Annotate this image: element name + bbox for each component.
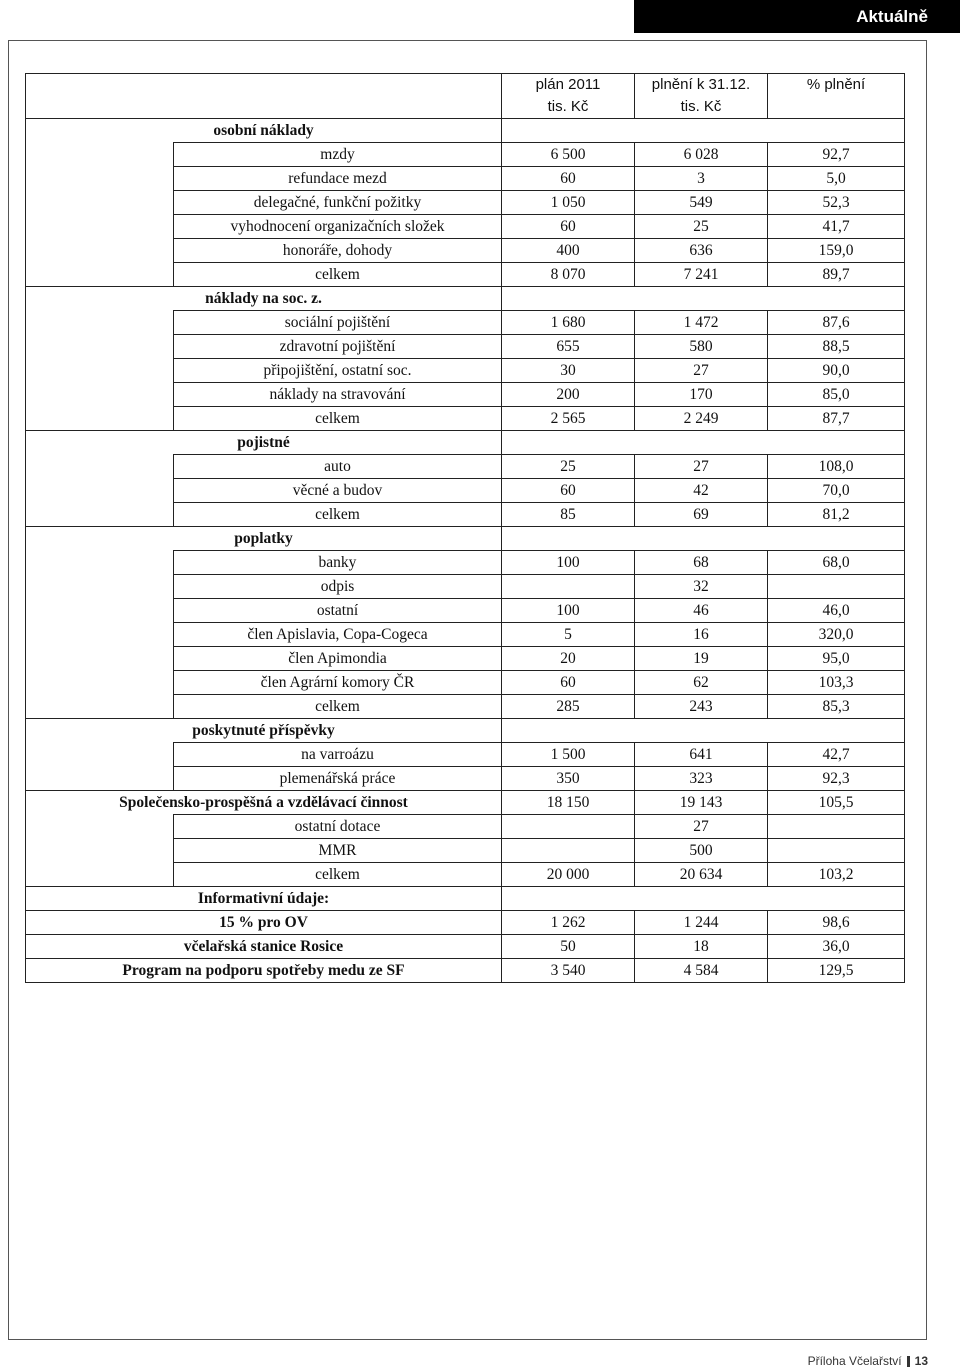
indent-cell	[26, 191, 174, 215]
plan-cell: 50	[502, 935, 635, 959]
header-label-cell	[26, 96, 502, 119]
pct-cell: 42,7	[768, 743, 905, 767]
table-row	[26, 359, 905, 383]
fact-cell	[635, 527, 768, 551]
plan-cell: 1 050	[502, 191, 635, 215]
fact-cell: 27	[635, 455, 768, 479]
plan-cell: 25	[502, 455, 635, 479]
section-label: náklady na soc. z.	[26, 287, 502, 311]
section-row	[26, 887, 905, 911]
section-row	[26, 287, 905, 311]
row-label: sociální pojištění	[174, 311, 502, 335]
table-row	[26, 503, 905, 527]
pct-cell: 68,0	[768, 551, 905, 575]
fact-cell: 500	[635, 839, 768, 863]
plan-cell: 1 680	[502, 311, 635, 335]
fact-cell: 170	[635, 383, 768, 407]
row-label: refundace mezd	[174, 167, 502, 191]
fact-cell: 636	[635, 239, 768, 263]
header-label-cell	[26, 74, 502, 97]
plan-cell: 350	[502, 767, 635, 791]
row-label: celkem	[174, 503, 502, 527]
indent-cell	[26, 167, 174, 191]
plan-cell: 285	[502, 695, 635, 719]
indent-cell	[26, 503, 174, 527]
plan-cell: 655	[502, 335, 635, 359]
indent-cell	[26, 383, 174, 407]
pct-cell	[768, 431, 905, 455]
pct-cell	[768, 719, 905, 743]
fact-cell: 7 241	[635, 263, 768, 287]
fact-cell: 25	[635, 215, 768, 239]
pct-cell: 103,3	[768, 671, 905, 695]
header-plan-unit: tis. Kč	[502, 96, 635, 119]
indent-cell	[26, 359, 174, 383]
row-label: zdravotní pojištění	[174, 335, 502, 359]
fact-cell: 27	[635, 815, 768, 839]
table-row	[26, 311, 905, 335]
fact-cell: 641	[635, 743, 768, 767]
pct-cell: 95,0	[768, 647, 905, 671]
pct-cell: 81,2	[768, 503, 905, 527]
section-label: poplatky	[26, 527, 502, 551]
table-row	[26, 647, 905, 671]
pct-cell: 92,3	[768, 767, 905, 791]
header-pct-unit	[768, 96, 905, 119]
table-row	[26, 791, 905, 815]
plan-cell: 100	[502, 551, 635, 575]
indent-cell	[26, 647, 174, 671]
fact-cell: 4 584	[635, 959, 768, 983]
table-row	[26, 671, 905, 695]
plan-cell: 200	[502, 383, 635, 407]
pct-cell: 90,0	[768, 359, 905, 383]
row-label: ostatní	[174, 599, 502, 623]
fact-cell: 2 249	[635, 407, 768, 431]
table-row	[26, 815, 905, 839]
section-row	[26, 527, 905, 551]
row-label: věcné a budov	[174, 479, 502, 503]
table-row	[26, 863, 905, 887]
fact-cell: 18	[635, 935, 768, 959]
plan-cell	[502, 431, 635, 455]
row-label: člen Apimondia	[174, 647, 502, 671]
header-fact: plnění k 31.12.	[635, 74, 768, 97]
pct-cell: 103,2	[768, 863, 905, 887]
fact-cell: 42	[635, 479, 768, 503]
fact-cell	[635, 119, 768, 143]
fact-cell: 3	[635, 167, 768, 191]
fact-cell	[635, 719, 768, 743]
row-label: plemenářská práce	[174, 767, 502, 791]
table-row	[26, 215, 905, 239]
header-plan: plán 2011	[502, 74, 635, 97]
plan-cell: 85	[502, 503, 635, 527]
indent-cell	[26, 863, 174, 887]
table-row	[26, 167, 905, 191]
indent-cell	[26, 263, 174, 287]
pct-cell: 52,3	[768, 191, 905, 215]
row-label: včelařská stanice Rosice	[26, 935, 502, 959]
row-label: Společensko-prospěšná a vzdělávací činnost	[26, 791, 502, 815]
table-row	[26, 839, 905, 863]
section-label: osobní náklady	[26, 119, 502, 143]
fact-cell: 1 472	[635, 311, 768, 335]
indent-cell	[26, 551, 174, 575]
pct-cell	[768, 287, 905, 311]
indent-cell	[26, 311, 174, 335]
table-row	[26, 407, 905, 431]
table-row	[26, 239, 905, 263]
row-label: mzdy	[174, 143, 502, 167]
pct-cell: 108,0	[768, 455, 905, 479]
row-label: auto	[174, 455, 502, 479]
pct-cell: 41,7	[768, 215, 905, 239]
plan-cell: 5	[502, 623, 635, 647]
plan-cell: 100	[502, 599, 635, 623]
fact-cell: 27	[635, 359, 768, 383]
indent-cell	[26, 815, 174, 839]
fact-cell: 20 634	[635, 863, 768, 887]
table-row	[26, 911, 905, 935]
plan-cell: 20	[502, 647, 635, 671]
pct-cell	[768, 815, 905, 839]
pct-cell: 105,5	[768, 791, 905, 815]
pct-cell: 36,0	[768, 935, 905, 959]
plan-cell	[502, 887, 635, 911]
table-row	[26, 695, 905, 719]
section-label: Informativní údaje:	[26, 887, 502, 911]
plan-cell	[502, 287, 635, 311]
table-row	[26, 575, 905, 599]
pct-cell: 129,5	[768, 959, 905, 983]
indent-cell	[26, 575, 174, 599]
plan-cell: 20 000	[502, 863, 635, 887]
plan-cell	[502, 839, 635, 863]
indent-cell	[26, 671, 174, 695]
fact-cell: 549	[635, 191, 768, 215]
row-label: celkem	[174, 263, 502, 287]
row-label: náklady na stravování	[174, 383, 502, 407]
indent-cell	[26, 215, 174, 239]
table-row	[26, 335, 905, 359]
row-label: celkem	[174, 695, 502, 719]
pct-cell	[768, 839, 905, 863]
section-tab	[634, 0, 960, 33]
header-fact-unit: tis. Kč	[635, 96, 768, 119]
plan-cell: 6 500	[502, 143, 635, 167]
row-label: odpis	[174, 575, 502, 599]
page-number: 13	[914, 1354, 928, 1368]
indent-cell	[26, 239, 174, 263]
pct-cell: 5,0	[768, 167, 905, 191]
header-unit-row	[26, 96, 905, 119]
pct-cell: 92,7	[768, 143, 905, 167]
plan-cell	[502, 815, 635, 839]
pct-cell: 159,0	[768, 239, 905, 263]
pct-cell	[768, 575, 905, 599]
row-label: člen Agrární komory ČR	[174, 671, 502, 695]
row-label: vyhodnocení organizačních složek	[174, 215, 502, 239]
fact-cell: 6 028	[635, 143, 768, 167]
fact-cell: 19	[635, 647, 768, 671]
indent-cell	[26, 623, 174, 647]
table-row	[26, 143, 905, 167]
pct-cell: 70,0	[768, 479, 905, 503]
section-row	[26, 431, 905, 455]
fact-cell: 16	[635, 623, 768, 647]
row-label: MMR	[174, 839, 502, 863]
pct-cell: 98,6	[768, 911, 905, 935]
budget-table	[25, 73, 905, 983]
header-pct: % plnění	[768, 74, 905, 97]
pct-cell: 46,0	[768, 599, 905, 623]
plan-cell: 1 262	[502, 911, 635, 935]
fact-cell: 243	[635, 695, 768, 719]
row-label: celkem	[174, 407, 502, 431]
table-row	[26, 455, 905, 479]
indent-cell	[26, 839, 174, 863]
indent-cell	[26, 455, 174, 479]
plan-cell: 8 070	[502, 263, 635, 287]
table-row	[26, 191, 905, 215]
plan-cell	[502, 575, 635, 599]
plan-cell: 60	[502, 479, 635, 503]
pct-cell: 85,0	[768, 383, 905, 407]
section-row	[26, 119, 905, 143]
fact-cell	[635, 287, 768, 311]
row-label: 15 % pro OV	[26, 911, 502, 935]
pct-cell	[768, 119, 905, 143]
plan-cell: 2 565	[502, 407, 635, 431]
fact-cell: 19 143	[635, 791, 768, 815]
fact-cell: 62	[635, 671, 768, 695]
row-label: člen Apislavia, Copa-Cogeca	[174, 623, 502, 647]
section-row	[26, 719, 905, 743]
table-row	[26, 383, 905, 407]
pct-cell: 87,6	[768, 311, 905, 335]
plan-cell	[502, 719, 635, 743]
plan-cell: 3 540	[502, 959, 635, 983]
pct-cell: 89,7	[768, 263, 905, 287]
pct-cell: 320,0	[768, 623, 905, 647]
table-row	[26, 959, 905, 983]
plan-cell: 18 150	[502, 791, 635, 815]
row-label: banky	[174, 551, 502, 575]
table-row	[26, 551, 905, 575]
plan-cell: 60	[502, 671, 635, 695]
plan-cell: 60	[502, 215, 635, 239]
fact-cell: 32	[635, 575, 768, 599]
row-label: ostatní dotace	[174, 815, 502, 839]
plan-cell: 60	[502, 167, 635, 191]
table-row	[26, 767, 905, 791]
indent-cell	[26, 743, 174, 767]
fact-cell: 580	[635, 335, 768, 359]
fact-cell: 46	[635, 599, 768, 623]
plan-cell: 1 500	[502, 743, 635, 767]
indent-cell	[26, 335, 174, 359]
plan-cell	[502, 527, 635, 551]
indent-cell	[26, 143, 174, 167]
table-row	[26, 623, 905, 647]
header-row	[26, 74, 905, 97]
pct-cell: 87,7	[768, 407, 905, 431]
indent-cell	[26, 407, 174, 431]
row-label: delegačné, funkční požitky	[174, 191, 502, 215]
pct-cell: 88,5	[768, 335, 905, 359]
section-tab-label: Aktuálně	[856, 6, 928, 26]
plan-cell: 400	[502, 239, 635, 263]
footer-separator	[907, 1356, 910, 1367]
indent-cell	[26, 695, 174, 719]
table-row	[26, 479, 905, 503]
fact-cell	[635, 431, 768, 455]
row-label: Program na podporu spotřeby medu ze SF	[26, 959, 502, 983]
footer-publication: Příloha Včelařství	[807, 1354, 902, 1368]
indent-cell	[26, 599, 174, 623]
section-label: pojistné	[26, 431, 502, 455]
pct-cell	[768, 887, 905, 911]
row-label: připojištění, ostatní soc.	[174, 359, 502, 383]
row-label: honoráře, dohody	[174, 239, 502, 263]
budget-table-body	[26, 74, 905, 983]
indent-cell	[26, 767, 174, 791]
fact-cell: 323	[635, 767, 768, 791]
plan-cell	[502, 119, 635, 143]
table-row	[26, 743, 905, 767]
table-row	[26, 935, 905, 959]
row-label: na varroázu	[174, 743, 502, 767]
pct-cell: 85,3	[768, 695, 905, 719]
indent-cell	[26, 479, 174, 503]
table-row	[26, 599, 905, 623]
section-label: poskytnuté příspěvky	[26, 719, 502, 743]
fact-cell: 68	[635, 551, 768, 575]
table-row	[26, 263, 905, 287]
pct-cell	[768, 527, 905, 551]
row-label: celkem	[174, 863, 502, 887]
plan-cell: 30	[502, 359, 635, 383]
fact-cell: 1 244	[635, 911, 768, 935]
fact-cell	[635, 887, 768, 911]
fact-cell: 69	[635, 503, 768, 527]
